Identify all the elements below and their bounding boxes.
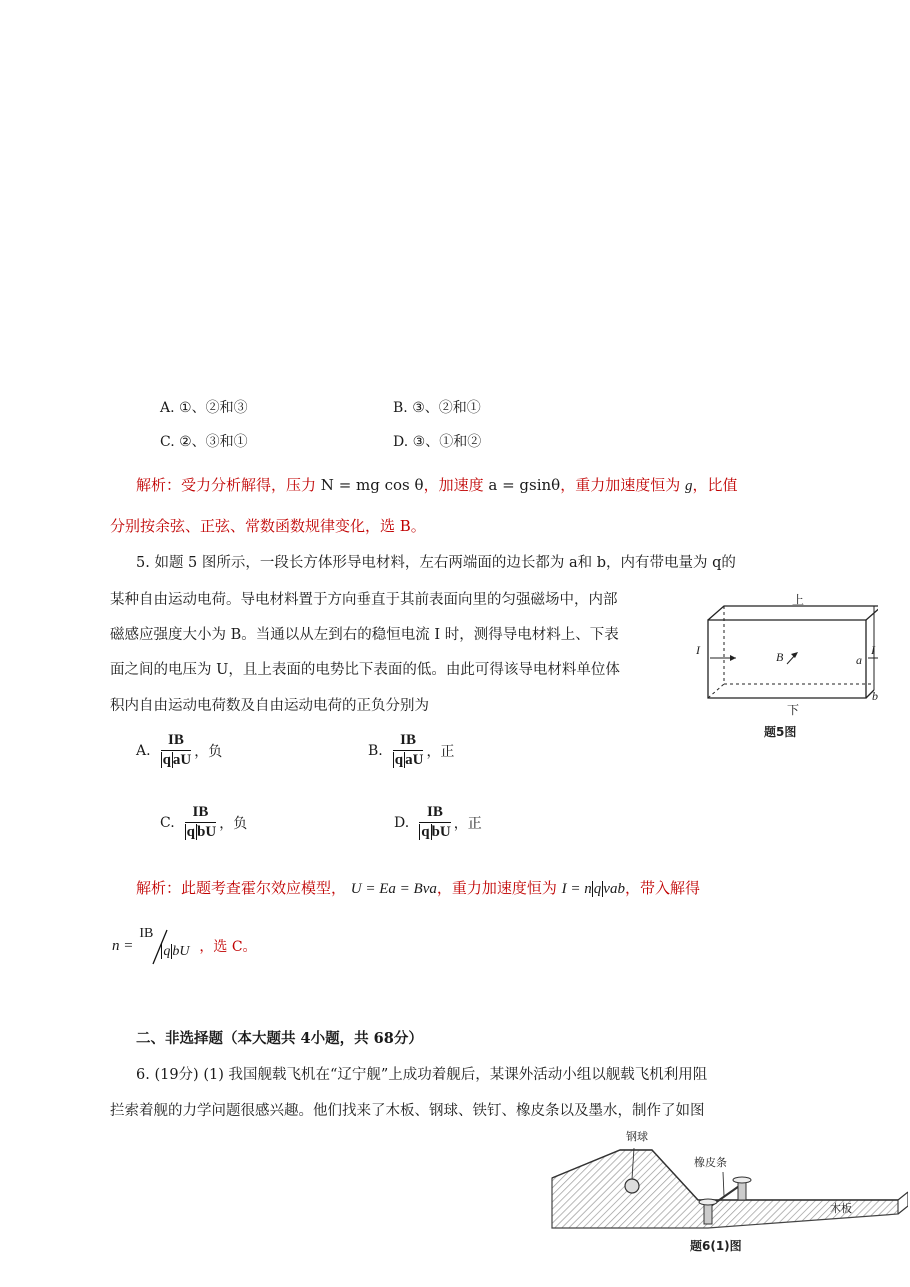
q5-option-d-den-wrap	[419, 823, 451, 841]
q6-figure-caption: 题6(1)图	[690, 1239, 742, 1253]
section2-heading: 二、非选择题（本大题共 4小题，共 68分）	[136, 1030, 423, 1047]
q5-figure-caption: 题5图	[764, 725, 797, 739]
q5-analysis-formula-u: U = Ea = Bva	[350, 881, 437, 897]
q5-analysis-formula-i-lhs: I = n	[561, 881, 592, 897]
q5-option-a-num: IB	[167, 732, 184, 748]
q4-analysis-formula-a: a = gsinθ	[488, 476, 561, 494]
q5-option-b-q: q	[394, 752, 404, 768]
q4-analysis-line1	[136, 474, 738, 495]
q5-analysis-line2	[112, 926, 257, 966]
q5-option-b-sign: ，正	[426, 743, 455, 760]
q5-option-c-den-wrap	[185, 823, 217, 841]
q5-analysis-line1	[136, 877, 700, 898]
q4-option-d-text: ③、①和②	[412, 434, 482, 450]
q5-analysis-n-lhs: n =	[112, 937, 134, 954]
q5-option-a-sign: ，负	[194, 743, 223, 760]
q4-option-b-label: B.	[393, 400, 408, 416]
q5-option-a	[136, 732, 222, 769]
q4-option-c-label: C.	[160, 434, 175, 450]
q5-option-d-sign: ，正	[453, 815, 482, 832]
q4-option-a-text: ①、②和③	[179, 400, 248, 416]
q5-option-c-q: q	[186, 824, 196, 840]
q5-option-b-den: aU	[405, 752, 424, 768]
q5-analysis-formula-i	[562, 881, 625, 897]
q6-stem-line1: 6. (19分) (1) 我国舰载飞机在“辽宁舰”上成功着舰后，某课外活动小组以舰载飞机利用阻	[136, 1067, 708, 1083]
q5-option-c-num: IB	[192, 804, 209, 820]
q5-option-d-fraction	[419, 804, 451, 841]
q4-analysis-line2: 分别按余弦、正弦、常数函数规律变化，选 B。	[110, 517, 426, 535]
q4-analysis-prefix: 解析：受力分析解得，压力	[136, 476, 317, 494]
q6-figure-band-label: 橡皮条	[694, 1156, 727, 1169]
q4-analysis-formula-n: N = mg cos θ	[320, 476, 424, 494]
q5-analysis-n-den	[161, 944, 189, 960]
q5-analysis-end: ，选 C。	[199, 939, 257, 955]
q5-figure-b-label: b	[872, 689, 878, 703]
q5-option-d-den: bU	[431, 824, 451, 840]
q5-option-a-q: q	[162, 752, 171, 768]
q5-option-b-fraction	[393, 732, 424, 769]
q4-option-b-text: ③、②和①	[412, 400, 481, 416]
q5-option-b	[368, 732, 454, 769]
q5-option-b-den-wrap	[393, 751, 424, 769]
q4-option-d-label: D.	[393, 434, 409, 450]
q5-option-a-fraction	[161, 732, 192, 769]
q5-option-a-label: A.	[136, 742, 151, 759]
q5-analysis-prefix: 解析：此题考查霍尔效应模型，	[136, 879, 347, 897]
q4-analysis-mid1: ，加速度	[423, 476, 484, 494]
q5-option-b-num: IB	[400, 732, 417, 748]
q5-figure-a-label: a	[856, 653, 862, 667]
q5-analysis-formula-i-rhs: vab	[603, 881, 625, 897]
q5-figure-b-field: B	[776, 650, 784, 664]
q6-figure	[548, 1128, 908, 1258]
q5-figure-i-right: I	[871, 643, 875, 657]
q5-figure	[688, 590, 878, 740]
q4-option-b	[393, 397, 481, 417]
q5-figure-i-left: I	[696, 643, 700, 657]
q5-option-c-label: C.	[160, 814, 175, 831]
q5-option-a-den-wrap	[161, 751, 192, 769]
q4-option-a-label: A.	[160, 400, 175, 416]
q5-stem-line5: 积内自由运动电荷数及自由运动电荷的正负分别为	[110, 698, 429, 714]
q5-option-d-num: IB	[427, 804, 443, 820]
q6-stem-line2: 拦索着舰的力学问题很感兴趣。他们找来了木板、钢球、铁钉、橡皮条以及墨水，制作了如图	[110, 1103, 705, 1119]
q4-option-c-text: ②、③和①	[179, 434, 248, 450]
q5-stem-line3: 磁感应强度大小为 B。当通以从左到右的稳恒电流 I 时，测得导电材料上、下表	[110, 627, 619, 643]
q4-option-c	[160, 431, 248, 451]
q5-analysis-n-den-text: bU	[172, 944, 190, 959]
q5-analysis-n-num: IB	[139, 926, 154, 941]
q5-option-a-den: aU	[172, 752, 192, 768]
q6-figure-ball-label: 钢球	[626, 1130, 648, 1143]
q4-analysis-tail: ，比值	[692, 476, 738, 494]
q5-option-d-q: q	[421, 824, 430, 840]
q5-option-c-fraction	[185, 804, 217, 841]
q4-analysis-mid2: ，重力加速度恒为	[560, 476, 681, 494]
q5-analysis-n-q: q	[163, 944, 171, 959]
q5-option-c	[160, 804, 247, 841]
q5-figure-bottom-label: 下	[787, 703, 800, 717]
q5-analysis-slash-fraction	[139, 926, 197, 966]
q4-option-d	[393, 431, 481, 451]
q5-stem-line1: 5. 如题 5 图所示，一段长方体形导电材料，左右两端面的边长都为 a和 b，内有带电量为 q的	[136, 555, 736, 571]
q5-option-d	[394, 804, 482, 841]
q6-figure-board-label: 木板	[830, 1202, 852, 1215]
q5-stem-line4: 面之间的电压为 U，且上表面的电势比下表面的低。由此可得该导电材料单位体	[110, 662, 620, 678]
q5-option-c-sign: ，负	[219, 815, 248, 832]
q5-figure-top-label: 上	[792, 593, 805, 607]
q5-option-d-label: D.	[394, 814, 410, 831]
q4-analysis-g: g	[685, 478, 693, 494]
q5-analysis-mid: ，重力加速度恒为	[436, 879, 557, 897]
q4-option-a	[160, 397, 248, 417]
q5-stem-line2: 某种自由运动电荷。导电材料置于方向垂直于其前表面向里的匀强磁场中，内部	[110, 592, 618, 608]
q5-option-b-label: B.	[368, 742, 383, 759]
q5-analysis-tail: ，带入解得	[624, 879, 700, 897]
q5-analysis-formula-i-q: q	[593, 881, 602, 897]
q5-option-c-den: bU	[197, 824, 217, 840]
